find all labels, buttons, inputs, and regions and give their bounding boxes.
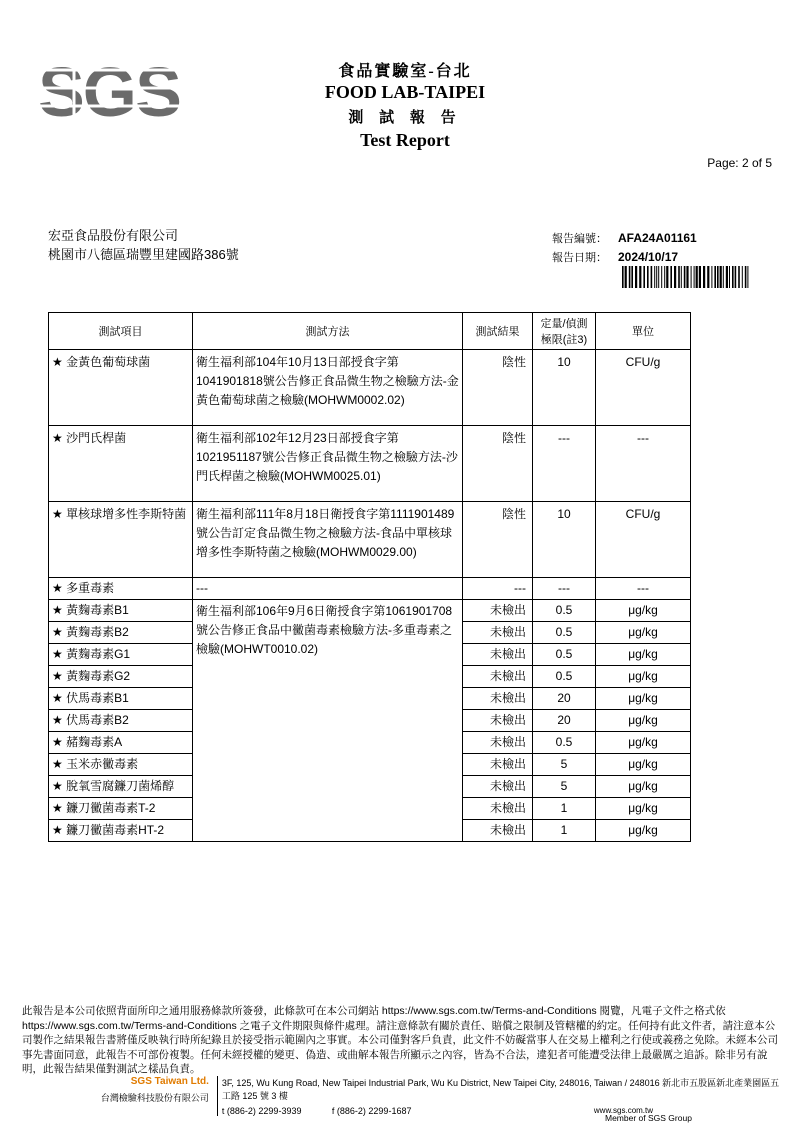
unit-cell: μg/kg xyxy=(596,732,691,754)
header-unit: 單位 xyxy=(596,313,691,350)
barcode-bar xyxy=(686,266,688,288)
barcode-bar xyxy=(729,266,730,288)
item-cell: ★ 黃麴毒素B2 xyxy=(49,622,193,644)
result-cell: 未檢出 xyxy=(463,776,533,798)
method-cell: 衛生福利部111年8月18日衛授食字第1111901489號公告訂定食品微生物之檢驗方法-食品中單核球增多性李斯特菌之檢驗(MOHWM0029.00) xyxy=(193,502,463,578)
barcode-bar xyxy=(723,266,724,288)
header-limit: 定量/偵測極限(註3) xyxy=(533,313,596,350)
barcode-bar xyxy=(714,266,716,288)
barcode-bar xyxy=(745,266,747,288)
barcode-bar xyxy=(643,266,645,288)
sgs-logo xyxy=(22,52,197,128)
report-title-en: Test Report xyxy=(360,130,450,150)
barcode-bar xyxy=(732,266,734,288)
header-method: 測試方法 xyxy=(193,313,463,350)
result-cell: 未檢出 xyxy=(463,820,533,842)
limit-cell: 0.5 xyxy=(533,732,596,754)
barcode-bar xyxy=(696,266,698,288)
item-cell: ★ 脫氧雪腐鐮刀菌烯醇 xyxy=(49,776,193,798)
result-cell: 未檢出 xyxy=(463,688,533,710)
limit-cell: 0.5 xyxy=(533,666,596,688)
address-zh: / 248016 新北市五股區新北產業園區五工路 125 號 3 樓 xyxy=(221,1078,780,1101)
company-footer xyxy=(22,1076,782,1116)
result-cell: 未檢出 xyxy=(463,798,533,820)
unit-cell: μg/kg xyxy=(596,622,691,644)
unit-cell: μg/kg xyxy=(596,666,691,688)
item-cell: ★ 金黃色葡萄球菌 xyxy=(49,350,193,426)
barcode-bar xyxy=(635,266,637,288)
barcode-bar xyxy=(647,266,649,288)
report-meta xyxy=(552,229,697,267)
item-cell: ★ 多重毒素 xyxy=(49,578,193,600)
result-cell: 未檢出 xyxy=(463,600,533,622)
barcode-bar xyxy=(666,266,668,288)
barcode-bar xyxy=(661,266,662,288)
barcode-bar xyxy=(717,266,719,288)
item-cell: ★ 玉米赤黴毒素 xyxy=(49,754,193,776)
unit-cell: μg/kg xyxy=(596,600,691,622)
unit-cell: μg/kg xyxy=(596,688,691,710)
unit-cell: μg/kg xyxy=(596,710,691,732)
method-cell: 衛生福利部104年10月13日部授食字第1041901818號公告修正食品微生物之檢驗方法-金黃色葡萄球菌之檢驗(MOHWM0002.02) xyxy=(193,350,463,426)
barcode-bar xyxy=(631,266,633,288)
barcode-bar xyxy=(681,266,682,288)
limit-cell: 0.5 xyxy=(533,644,596,666)
client-info xyxy=(48,226,239,264)
barcode-bar xyxy=(699,266,701,288)
client-name: 宏亞食品股份有限公司 xyxy=(48,228,179,243)
unit-cell: --- xyxy=(596,426,691,502)
table-header-row xyxy=(49,313,691,350)
table-row xyxy=(49,426,691,502)
table-row xyxy=(49,350,691,426)
lab-title-en: FOOD LAB-TAIPEI xyxy=(324,82,486,102)
limit-cell: 0.5 xyxy=(533,600,596,622)
barcode-bar xyxy=(658,266,659,288)
item-cell: ★ 伏馬毒素B2 xyxy=(49,710,193,732)
item-cell: ★ 鐮刀黴菌毒素HT-2 xyxy=(49,820,193,842)
barcode-bar xyxy=(678,266,680,288)
method-cell: 衛生福利部102年12月23日部授食字第1021951187號公告修正食品微生物之檢驗方法-沙門氏桿菌之檢驗(MOHWM0025.01) xyxy=(193,426,463,502)
limit-cell: 1 xyxy=(533,820,596,842)
barcode-bar xyxy=(625,266,627,288)
result-cell: 未檢出 xyxy=(463,666,533,688)
page-number: Page: 2 of 5 xyxy=(707,156,772,170)
unit-cell: CFU/g xyxy=(596,502,691,578)
result-cell: 未檢出 xyxy=(463,644,533,666)
barcode-bar xyxy=(726,266,728,288)
barcode-bar xyxy=(629,266,631,288)
barcode-bar xyxy=(720,266,722,288)
barcode-bar xyxy=(738,266,740,288)
result-cell: 陰性 xyxy=(463,426,533,502)
result-cell: 未檢出 xyxy=(463,732,533,754)
result-cell: 未檢出 xyxy=(463,710,533,732)
report-date-value: 2024/10/17 xyxy=(618,250,679,264)
limit-cell: 20 xyxy=(533,688,596,710)
lab-title-zh: 食品實驗室-台北 xyxy=(338,63,472,80)
header-result: 測試結果 xyxy=(463,313,533,350)
fax: f (886-2) 2299-1687 xyxy=(331,1106,412,1116)
limit-cell: 10 xyxy=(533,502,596,578)
report-title-zh: 測 試 報 告 xyxy=(348,110,462,126)
result-cell: 陰性 xyxy=(463,350,533,426)
company-name-zh: 台灣檢驗科技股份有限公司 xyxy=(100,1093,209,1103)
phone: t (886-2) 2299-3939 xyxy=(221,1106,302,1116)
address-en: 3F, 125, Wu Kung Road, New Taipei Industrial Park, Wu Ku District, New Taipei City, 248016, Taiwan xyxy=(221,1078,623,1088)
limit-cell: --- xyxy=(533,578,596,600)
barcode-bar xyxy=(684,266,686,288)
disclaimer: 此報告是本公司依照背面所印之通用服務條款所簽發，此條款可在本公司網站 https://www.sgs.com.tw/Terms-and-Conditions 閱覽，凡電子文件之格式依https://www.sgs.com.tw/Terms-and-Conditions 之電子文件期限與條件處理。請注意條款有關於責任、賠償之限制及管轄權的約定。任何持有此文件者，請注意本公司製作之結果報告書將僅反映執行時所紀錄且於接受指示範圍內之事實。本公司僅對客戶負責，此文件不妨礙當事人在交易上權利之行使或義務之免除。未經本公司事先書面同意，此報告不可部份複製。任何未經授權的變更、偽造、或曲解本報告所顯示之內容，皆為不合法，違犯者可能遭受法律上最嚴厲之追訴。除非另有說明，此報告結果僅對測試之樣品負責。 xyxy=(22,1005,778,1075)
method-cell: 衛生福利部106年9月6日衛授食字第1061901708號公告修正食品中黴菌毒素檢驗方法-多重毒素之檢驗(MOHWT0010.02) xyxy=(193,600,463,842)
barcode-bar xyxy=(664,266,665,288)
item-cell: ★ 單核球增多性李斯特菌 xyxy=(49,502,193,578)
barcode-bar xyxy=(654,266,655,288)
company-name-en: SGS Taiwan Ltd. xyxy=(130,1076,209,1087)
header-item: 測試項目 xyxy=(49,313,193,350)
result-cell: --- xyxy=(463,578,533,600)
barcode-bar xyxy=(694,266,695,288)
report-no-label: 報告編號： xyxy=(552,233,607,245)
barcode-bar xyxy=(656,266,657,288)
limit-cell: 0.5 xyxy=(533,622,596,644)
unit-cell: --- xyxy=(596,578,691,600)
svg-text:SGS: SGS xyxy=(38,53,180,128)
barcode-bar xyxy=(711,266,712,288)
barcode-bar xyxy=(674,266,676,288)
item-cell: ★ 伏馬毒素B1 xyxy=(49,688,193,710)
barcode-bar xyxy=(691,266,692,288)
result-cell: 未檢出 xyxy=(463,622,533,644)
barcode-bar xyxy=(735,266,737,288)
limit-cell: 1 xyxy=(533,798,596,820)
limit-cell: --- xyxy=(533,426,596,502)
limit-cell: 5 xyxy=(533,776,596,798)
unit-cell: μg/kg xyxy=(596,776,691,798)
table-row xyxy=(49,600,691,622)
results-table xyxy=(48,312,691,842)
limit-cell: 5 xyxy=(533,754,596,776)
item-cell: ★ 沙門氏桿菌 xyxy=(49,426,193,502)
barcode-bar xyxy=(707,266,709,288)
report-date-label: 報告日期： xyxy=(552,252,607,264)
item-cell: ★ 黃麴毒素G1 xyxy=(49,644,193,666)
result-cell: 未檢出 xyxy=(463,754,533,776)
barcode-bar xyxy=(651,266,653,288)
unit-cell: CFU/g xyxy=(596,350,691,426)
item-cell: ★ 赭麴毒素A xyxy=(49,732,193,754)
barcode-bar xyxy=(742,266,743,288)
limit-cell: 10 xyxy=(533,350,596,426)
item-cell: ★ 黃麴毒素B1 xyxy=(49,600,193,622)
barcode xyxy=(622,266,750,288)
unit-cell: μg/kg xyxy=(596,644,691,666)
item-cell: ★ 鐮刀黴菌毒素T-2 xyxy=(49,798,193,820)
table-row xyxy=(49,578,691,600)
table-row xyxy=(49,502,691,578)
unit-cell: μg/kg xyxy=(596,754,691,776)
barcode-bar xyxy=(670,266,672,288)
item-cell: ★ 黃麴毒素G2 xyxy=(49,666,193,688)
barcode-bar xyxy=(703,266,705,288)
barcode-bar xyxy=(639,266,641,288)
client-address: 桃園市八德區瑞豐里建國路386號 xyxy=(48,247,239,262)
limit-cell: 20 xyxy=(533,710,596,732)
barcode-bar xyxy=(747,266,748,288)
website: www.sgs.com.tw xyxy=(593,1106,654,1115)
unit-cell: μg/kg xyxy=(596,798,691,820)
barcode-bar xyxy=(622,266,624,288)
method-cell: --- xyxy=(193,578,463,600)
unit-cell: μg/kg xyxy=(596,820,691,842)
report-no-value: AFA24A01161 xyxy=(618,231,697,245)
member-of-sgs: Member of SGS Group xyxy=(605,1113,692,1123)
result-cell: 陰性 xyxy=(463,502,533,578)
